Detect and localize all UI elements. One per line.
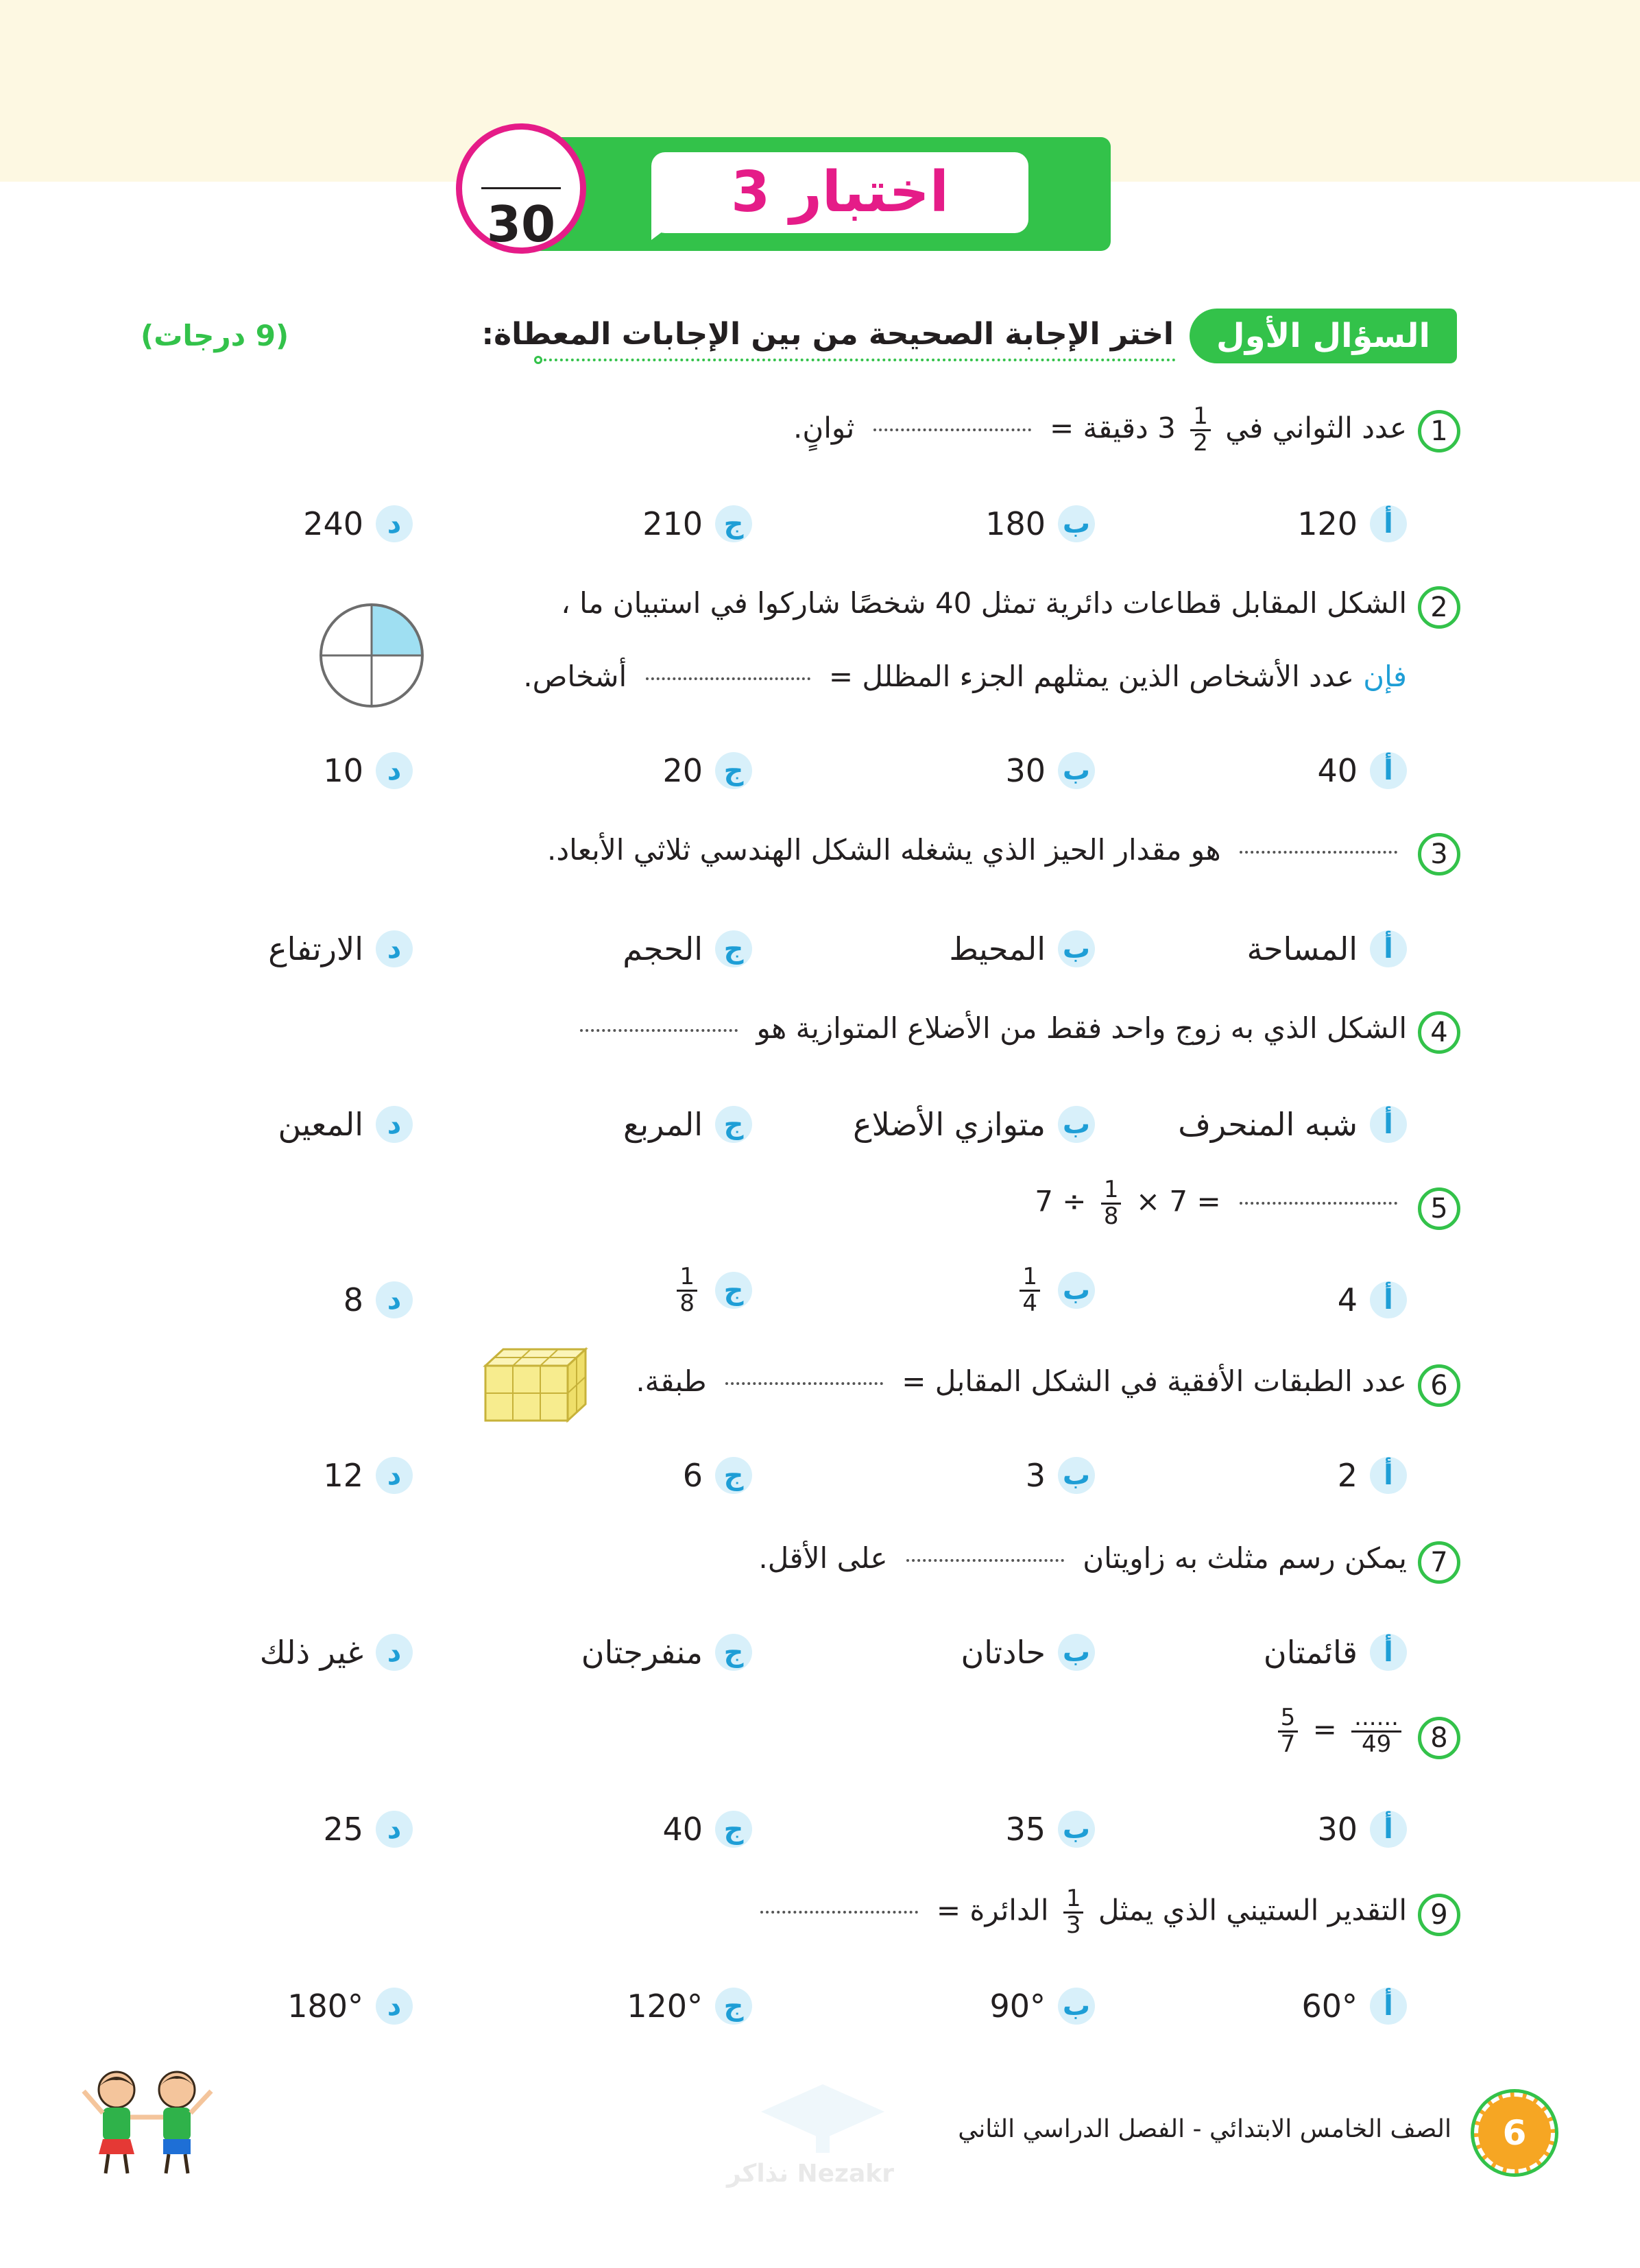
option-value: 120 [1297, 505, 1358, 542]
question-9-text [751, 1887, 1407, 1938]
option-value: المربع [623, 1105, 703, 1143]
option-letter: د [376, 1106, 413, 1143]
question-1-text [793, 402, 1407, 457]
option-letter: د [376, 505, 413, 542]
option-value: 180 [985, 505, 1046, 542]
total-score: 30 [486, 195, 556, 253]
question-6-text [636, 1364, 1407, 1398]
option-letter: أ [1370, 1457, 1407, 1494]
option-letter: ج [715, 505, 752, 542]
option-value: قائمتان [1263, 1633, 1358, 1671]
option-letter: ج [715, 1272, 752, 1309]
option[interactable] [662, 747, 752, 788]
option-value: 180° [287, 1987, 363, 2025]
frac-denominator: 4 [1022, 1289, 1037, 1317]
option-letter: ب [1058, 1988, 1095, 2025]
option-letter: أ [1370, 930, 1407, 967]
answer-blank[interactable] [873, 429, 1031, 431]
q1-fraction [1190, 402, 1211, 457]
option[interactable] [642, 500, 752, 542]
option-letter: أ [1370, 752, 1407, 789]
frac-numerator: 1 [677, 1265, 697, 1292]
page-number: 6 [1474, 2092, 1555, 2173]
frac-numerator: 5 [1278, 1706, 1299, 1733]
option[interactable] [671, 1265, 752, 1330]
footer-watermark-text: Nezakr نذاكر [727, 2160, 895, 2188]
option[interactable] [1338, 1452, 1407, 1493]
option[interactable] [287, 1983, 413, 2024]
option-letter: ج [715, 1988, 752, 2025]
option-value: 20 [662, 751, 703, 789]
option-letter: د [376, 1457, 413, 1494]
answer-blank[interactable] [1240, 1202, 1397, 1205]
option-letter: أ [1370, 1811, 1407, 1848]
frac-denominator: 8 [679, 1289, 695, 1317]
q7-text: يمكن رسم مثلث به زاويتان [1083, 1541, 1407, 1575]
option[interactable] [961, 1629, 1095, 1670]
option-letter: ج [715, 1106, 752, 1143]
option-value: 30 [1317, 1810, 1358, 1848]
option-value: 30 [1005, 751, 1046, 789]
question-number: 5 [1418, 1187, 1460, 1230]
option-letter: د [376, 930, 413, 967]
footer-grade-term: الصف الخامس الابتدائي - الفصل الدراسي الثاني [958, 2115, 1451, 2143]
frac-denominator: 8 [1103, 1202, 1119, 1230]
question-number: 7 [1418, 1541, 1460, 1584]
option[interactable] [949, 926, 1095, 967]
option[interactable] [623, 926, 752, 967]
exam-title: اختبار 3 [651, 152, 1028, 233]
option-letter: ج [715, 1811, 752, 1848]
q1-text-a: عدد الثواني في [1225, 411, 1407, 445]
question-number: 6 [1418, 1364, 1460, 1407]
option-letter: د [376, 1281, 413, 1318]
answer-blank[interactable] [725, 1382, 883, 1385]
option-letter: أ [1370, 1988, 1407, 2025]
question-number: 1 [1418, 410, 1460, 453]
option-value: المعين [278, 1105, 363, 1143]
title-bubble-tail [651, 219, 679, 240]
option[interactable] [683, 1452, 752, 1493]
q7-end: على الأقل. [758, 1541, 888, 1575]
option-letter: ب [1058, 1811, 1095, 1848]
question-2-line-2 [523, 660, 1407, 693]
q1-text-c: ثوانٍ. [793, 411, 855, 445]
q1-text-b: دقيقة = [1049, 411, 1148, 445]
option-value: 40 [1317, 751, 1358, 789]
option-fraction [677, 1265, 697, 1316]
q5-times: × 7 = [1135, 1184, 1221, 1218]
section-instruction: اختر الإجابة الصحيحة من بين الإجابات المعطاة: [481, 317, 1174, 352]
frac-numerator: 1 [1020, 1265, 1040, 1292]
question-4-text [570, 1011, 1407, 1045]
option-letter: ب [1058, 1634, 1095, 1671]
frac-denominator: 7 [1280, 1730, 1296, 1758]
option-letter: أ [1370, 1106, 1407, 1143]
q9-fraction [1063, 1887, 1084, 1938]
q1-whole: 3 [1157, 411, 1176, 445]
question-2-line-1: الشكل المقابل قطاعات دائرية تمثل 40 شخصًا شاركوا في استبيان ما ، [561, 586, 1407, 620]
option[interactable] [343, 1277, 413, 1318]
option-letter: ج [715, 930, 752, 967]
instruction-underline [538, 359, 1176, 361]
option[interactable] [323, 1806, 413, 1847]
option[interactable] [323, 1452, 413, 1493]
question-8-expression [1273, 1706, 1407, 1757]
option-value: 120° [627, 1987, 703, 2025]
frac-numerator-blank[interactable]: ...... [1351, 1706, 1401, 1733]
q9-text-b: الدائرة = [936, 1893, 1049, 1927]
option-value: 60° [1301, 1987, 1358, 2025]
option-value: شبه المنحرف [1178, 1105, 1358, 1143]
option-letter: ج [715, 1457, 752, 1494]
option-value: 10 [323, 751, 363, 789]
question-3-text [547, 833, 1407, 867]
q5-fraction [1101, 1178, 1122, 1229]
frac-numerator: 1 [1063, 1887, 1084, 1914]
score-circle [456, 123, 586, 254]
option-value: 90° [989, 1987, 1046, 2025]
option-value: 35 [1005, 1810, 1046, 1848]
option-value: 2 [1337, 1456, 1358, 1494]
option-value: 4 [1337, 1281, 1358, 1318]
option[interactable] [623, 1101, 752, 1142]
answer-blank[interactable] [760, 1911, 918, 1914]
option-value: 12 [323, 1456, 363, 1494]
q8-lhs-fraction [1278, 1706, 1299, 1757]
option[interactable] [303, 500, 413, 542]
q9-text-a: التقدير الستيني الذي يمثل [1098, 1893, 1407, 1927]
cube-layers-figure [480, 1344, 590, 1426]
q2-prefix: فإن [1363, 660, 1407, 693]
option-letter: ب [1058, 930, 1095, 967]
option[interactable] [662, 1806, 752, 1847]
option[interactable] [581, 1629, 752, 1670]
option-value: 6 [682, 1456, 703, 1494]
option-value: حادتان [961, 1633, 1046, 1671]
question-number: 8 [1418, 1717, 1460, 1759]
frac-denominator: 49 [1361, 1730, 1392, 1758]
option-value: متوازي الأضلاع [853, 1105, 1046, 1143]
option[interactable] [268, 926, 413, 967]
q6-text: عدد الطبقات الأفقية في الشكل المقابل = [902, 1364, 1407, 1398]
option[interactable] [323, 747, 413, 788]
q2-text: عدد الأشخاص الذين يمثلهم الجزء المظلل = [828, 660, 1354, 693]
option[interactable] [1301, 1983, 1407, 2024]
score-divider [481, 187, 561, 189]
option[interactable] [1246, 926, 1407, 967]
option[interactable] [1264, 1629, 1407, 1670]
option-value: 8 [343, 1281, 363, 1318]
option-letter: ج [715, 1634, 752, 1671]
option-value: منفرجتان [581, 1633, 703, 1671]
option-fraction [1020, 1265, 1040, 1316]
question-number: 4 [1418, 1011, 1460, 1054]
option[interactable] [278, 1101, 413, 1142]
option[interactable] [985, 500, 1095, 542]
option-letter: أ [1370, 1634, 1407, 1671]
question-number: 9 [1418, 1894, 1460, 1936]
option-letter: ب [1058, 752, 1095, 789]
q8-equals: = [1312, 1712, 1337, 1746]
option[interactable] [1317, 1806, 1407, 1847]
option-value: 25 [323, 1810, 363, 1848]
option-value: غير ذلك [259, 1633, 363, 1671]
option[interactable] [1005, 747, 1095, 788]
option-letter: ب [1058, 505, 1095, 542]
section-grade: (9 درجات) [141, 319, 289, 352]
section-label: السؤال الأول [1190, 309, 1457, 363]
option[interactable] [260, 1629, 413, 1670]
q2-end: أشخاص. [523, 660, 627, 693]
option-letter: د [376, 752, 413, 789]
option[interactable] [1317, 747, 1407, 788]
option-letter: د [376, 1634, 413, 1671]
pie-chart-figure [317, 601, 426, 710]
option[interactable] [1178, 1101, 1407, 1142]
answer-blank[interactable] [646, 677, 810, 680]
answer-blank[interactable] [1240, 851, 1397, 854]
option-letter: أ [1370, 1281, 1407, 1318]
option-letter: د [376, 1988, 413, 2025]
q4-text: الشكل الذي به زوج واحد فقط من الأضلاع المتوازية هو [756, 1011, 1407, 1045]
kids-mascot-icon [75, 2064, 219, 2180]
question-7-text [758, 1541, 1407, 1575]
q3-text: هو مقدار الحيز الذي يشغله الشكل الهندسي ثلاثي الأبعاد. [547, 833, 1221, 867]
option[interactable] [1297, 500, 1407, 542]
option-value: الحجم [623, 930, 703, 967]
option-value: المساحة [1246, 930, 1358, 967]
option[interactable] [853, 1101, 1095, 1142]
option-letter: ب [1058, 1272, 1095, 1309]
option[interactable] [1026, 1452, 1095, 1493]
question-5-expression [1035, 1178, 1407, 1229]
option-value: 240 [303, 505, 363, 542]
q5-seven-divide: 7 ÷ [1035, 1184, 1087, 1218]
frac-numerator: 1 [1190, 405, 1211, 431]
option-letter: ب [1058, 1457, 1095, 1494]
q6-end: طبقة. [636, 1364, 707, 1398]
answer-blank[interactable] [580, 1029, 738, 1032]
option-letter: د [376, 1811, 413, 1848]
underline-dot [534, 356, 542, 364]
option[interactable] [1005, 1806, 1095, 1847]
question-number: 3 [1418, 833, 1460, 876]
answer-blank[interactable] [906, 1559, 1064, 1562]
option[interactable] [1014, 1265, 1095, 1330]
frac-numerator: 1 [1101, 1178, 1122, 1205]
option-value: 3 [1025, 1456, 1046, 1494]
frac-denominator: 2 [1193, 429, 1208, 457]
frac-denominator: 3 [1065, 1911, 1081, 1939]
option-letter: ب [1058, 1106, 1095, 1143]
option-letter: أ [1370, 505, 1407, 542]
question-number: 2 [1418, 586, 1460, 629]
option[interactable] [1338, 1277, 1407, 1318]
option-value: 40 [662, 1810, 703, 1848]
q8-rhs-fraction [1351, 1706, 1401, 1757]
option-value: الارتفاع [268, 930, 363, 967]
option-letter: ج [715, 752, 752, 789]
option[interactable] [989, 1983, 1095, 2024]
option[interactable] [627, 1983, 752, 2024]
option-value: المحيط [949, 930, 1046, 967]
option-value: 210 [642, 505, 703, 542]
